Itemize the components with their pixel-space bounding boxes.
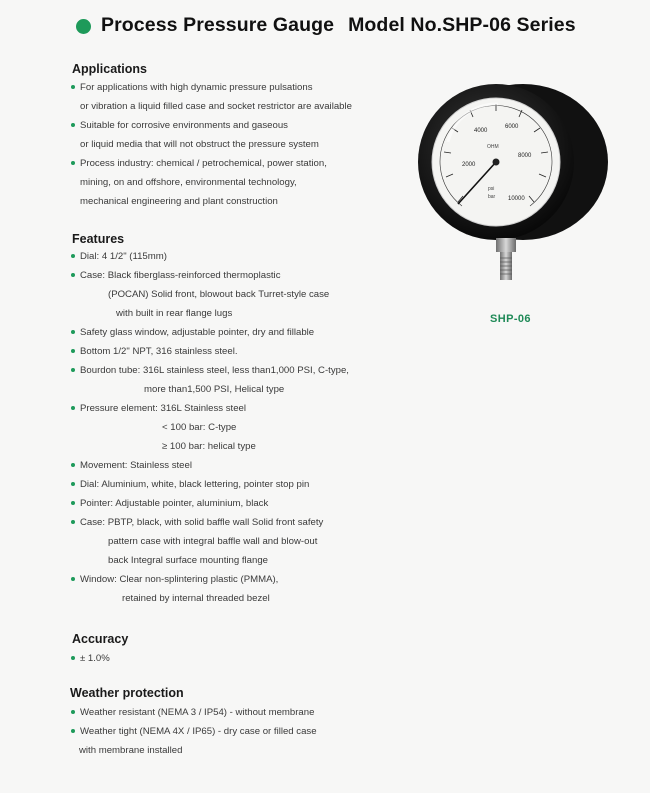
features-item-line: < 100 bar: C-type [162, 422, 237, 433]
pressure-gauge-illustration [418, 82, 608, 312]
scale-label: 4000 [474, 128, 488, 134]
applications-item-line: Suitable for corrosive environments and gaseous [80, 120, 288, 131]
applications-item-line: For applications with high dynamic pressure pulsations [80, 82, 313, 93]
applications-item-line: mining, on and offshore, environmental technology, [80, 177, 297, 188]
weather-item-line: Weather resistant (NEMA 3 / IP54) - without membrane [80, 707, 315, 718]
applications-list [70, 78, 352, 211]
applications-item-line: or vibration a liquid filled case and socket restrictor are available [80, 101, 352, 112]
bullet-icon [71, 123, 75, 127]
bullet-icon [71, 710, 75, 714]
features-list [70, 247, 349, 608]
scale-label: 8000 [518, 153, 532, 159]
bullet-icon [71, 520, 75, 524]
bullet-icon [71, 463, 75, 467]
applications-item-line: Process industry: chemical / petrochemical, power station, [80, 158, 327, 169]
accuracy-item-line: ± 1.0% [80, 653, 110, 664]
features-item [70, 247, 349, 266]
features-item-line: Dial: Aluminium, white, black lettering, pointer stop pin [80, 479, 310, 490]
bullet-icon [71, 85, 75, 89]
weather-heading: Weather protection [70, 686, 184, 700]
scale-label: 2000 [462, 162, 476, 168]
features-item [70, 323, 349, 342]
features-item [70, 570, 349, 608]
bullet-icon [71, 273, 75, 277]
bullet-icon [71, 254, 75, 258]
features-item-line: retained by internal threaded bezel [122, 593, 270, 604]
title-bullet-icon [76, 19, 91, 34]
weather-list [70, 703, 317, 760]
bullet-icon [71, 729, 75, 733]
gauge-socket [496, 238, 516, 252]
features-item-line: pattern case with integral baffle wall and blow-out [108, 536, 318, 547]
features-item [70, 494, 349, 513]
weather-item [70, 703, 317, 722]
weather-item-line: with membrane installed [79, 745, 183, 756]
gauge-caption: SHP-06 [490, 313, 531, 325]
applications-item [70, 154, 352, 211]
bullet-icon [71, 501, 75, 505]
bullet-icon [71, 577, 75, 581]
features-item-line: Pointer: Adjustable pointer, aluminium, black [80, 498, 269, 509]
bullet-icon [71, 482, 75, 486]
applications-item [70, 78, 352, 116]
accuracy-heading: Accuracy [72, 632, 129, 646]
unit-bar: bar [488, 194, 496, 200]
unit-psi: psi [488, 186, 495, 192]
bullet-icon [71, 330, 75, 334]
product-photo [418, 82, 608, 312]
features-item-line: Pressure element: 316L Stainless steel [80, 403, 247, 414]
weather-item-line: Weather tight (NEMA 4X / IP65) - dry case or filled case [80, 726, 317, 737]
features-item-line: Dial: 4 1/2" (115mm) [80, 251, 167, 262]
features-item-line: Window: Clear non-splintering plastic (PMMA), [80, 574, 279, 585]
features-item [70, 361, 349, 399]
features-item-line: Bottom 1/2" NPT, 316 stainless steel. [80, 346, 238, 357]
bullet-icon [71, 656, 75, 660]
bullet-icon [71, 406, 75, 410]
bullet-icon [71, 161, 75, 165]
accuracy-list [70, 649, 110, 668]
applications-item-line: or liquid media that will not obstruct the pressure system [80, 139, 319, 150]
title-row [76, 14, 646, 44]
features-item-line: Movement: Stainless steel [80, 460, 192, 471]
features-heading: Features [72, 232, 125, 246]
features-item-line: ≥ 100 bar: helical type [162, 441, 256, 452]
features-item-line: back Integral surface mounting flange [108, 555, 268, 566]
page-title [101, 14, 576, 37]
features-item-line: Bourdon tube: 316L stainless steel, less than1,000 PSI, C-type, [80, 365, 349, 376]
brand-mark: OHM [487, 144, 499, 150]
pointer-hub [493, 159, 500, 166]
features-item [70, 266, 349, 323]
bullet-icon [71, 368, 75, 372]
features-item [70, 342, 349, 361]
features-item-line: (POCAN) Solid front, blowout back Turret-style case [108, 289, 330, 300]
features-item [70, 513, 349, 570]
applications-heading: Applications [72, 62, 148, 76]
features-item-line: with built in rear flange lugs [116, 308, 233, 319]
features-item-line: Safety glass window, adjustable pointer, dry and fillable [80, 327, 315, 338]
applications-item [70, 116, 352, 154]
applications-item-line: mechanical engineering and plant construction [80, 196, 278, 207]
features-item-line: Case: Black fiberglass-reinforced thermoplastic [80, 270, 281, 281]
product-title: Process Pressure Gauge [101, 14, 335, 36]
scale-label: 6000 [505, 124, 519, 130]
features-item-line: more than1,500 PSI, Helical type [144, 384, 285, 395]
model-number: Model No.SHP-06 Series [348, 14, 576, 36]
scale-label: 10000 [508, 196, 525, 202]
accuracy-item [70, 649, 110, 668]
features-item [70, 456, 349, 475]
features-item [70, 399, 349, 456]
weather-item [70, 722, 317, 760]
features-item-line: Case: PBTP, black, with solid baffle wall Solid front safety [80, 517, 324, 528]
features-item [70, 475, 349, 494]
bullet-icon [71, 349, 75, 353]
